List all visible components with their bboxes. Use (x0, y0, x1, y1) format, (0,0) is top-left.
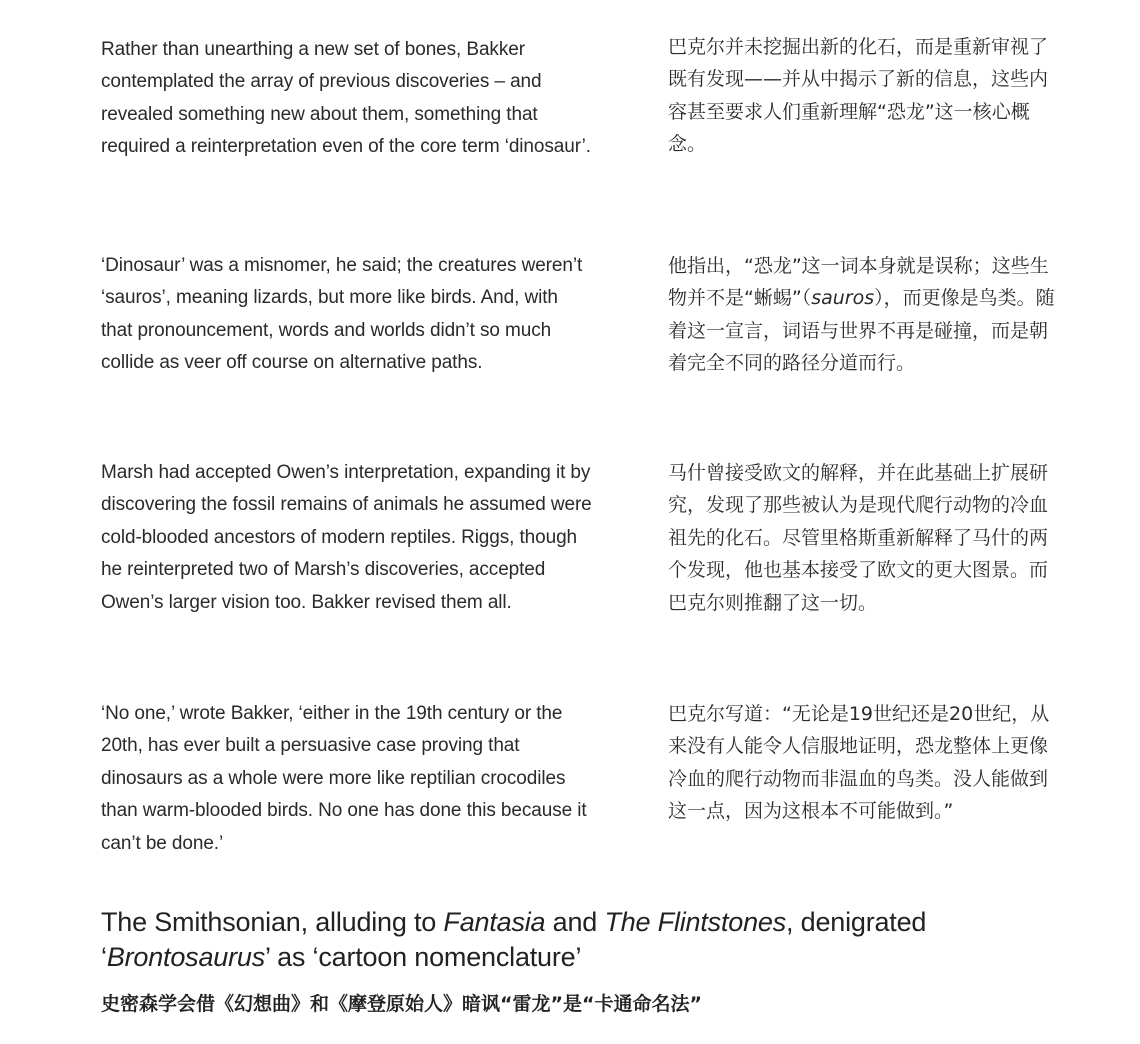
zh-text: ），而更像是鸟类。随着这一宣言，词语与世界不再是碰撞，而是朝着完全不同的路径分道而行。 (668, 287, 1055, 375)
section-heading (101, 905, 981, 975)
paragraph-en-2: ‘Dinosaur’ was a misnomer, he said; the creatures weren’t ‘sauros’, meaning lizards, but more like birds. And, with that pronouncement, words and worlds didn’t so much collide as veer off course on alternative paths. (101, 255, 583, 374)
paragraph-en-3: Marsh had accepted Owen’s interpretation, expanding it by discovering the fossil remains of animals he assumed were cold-blooded ancestors of modern reptiles. Riggs, though he reinterpreted two of Marsh’s discoveries, accepted Owen’s larger vision too. Bakker revised them all. (101, 462, 592, 613)
heading-italic: Brontosaurus (106, 942, 266, 972)
paragraph-zh-1: 巴克尔并未挖掘出新的化石，而是重新审视了既有发现——并从中揭示了新的信息，这些内容甚至要求人们重新理解“恐龙”这一核心概念。 (668, 36, 1049, 156)
paragraph-en-1: Rather than unearthing a new set of bones, Bakker contemplated the array of previous discoveries – and revealed something new about them, something that required a reinterpretation even of the core term ‘dinosaur’. (101, 39, 591, 158)
paragraph-zh-4: 巴克尔写道：“无论是19世纪还是20世纪，从来没有人能令人信服地证明，恐龙整体上更像冷血的爬行动物而非温血的鸟类。没人能做到这一点，因为这根本不可能做到。” (668, 703, 1050, 823)
section-heading-zh: 史密森学会借《幻想曲》和《摩登原始人》暗讽“雷龙”是“卡通命名法” (101, 993, 702, 1015)
heading-italic: The Flintstones (604, 907, 787, 937)
heading-text: and (545, 907, 605, 937)
heading-text: The Smithsonian, alluding to (101, 907, 444, 937)
heading-text: , denigrated ‘ (101, 907, 927, 972)
paragraph-zh-2 (668, 250, 1056, 380)
zh-text: 他指出，“恐龙”这一词本身就是误称；这些生物并不是“蜥蜴”（ (668, 255, 1049, 310)
heading-text: ’ as ‘cartoon nomenclature’ (265, 942, 582, 972)
paragraph-en-4: ‘No one,’ wrote Bakker, ‘either in the 19th century or the 20th, has ever built a persuasive case proving that dinosaurs as a whole were more like reptilian crocodiles than warm-blooded birds. No one has done this because it can’t be done.’ (101, 703, 587, 854)
paragraph-zh-3: 马什曾接受欧文的解释，并在此基础上扩展研究，发现了那些被认为是现代爬行动物的冷血祖先的化石。尽管里格斯重新解释了马什的两个发现，他也基本接受了欧文的更大图景。而巴克尔则推翻了这一切。 (668, 462, 1049, 614)
zh-italic-term: sauros (811, 287, 875, 310)
heading-italic: Fantasia (443, 907, 546, 937)
